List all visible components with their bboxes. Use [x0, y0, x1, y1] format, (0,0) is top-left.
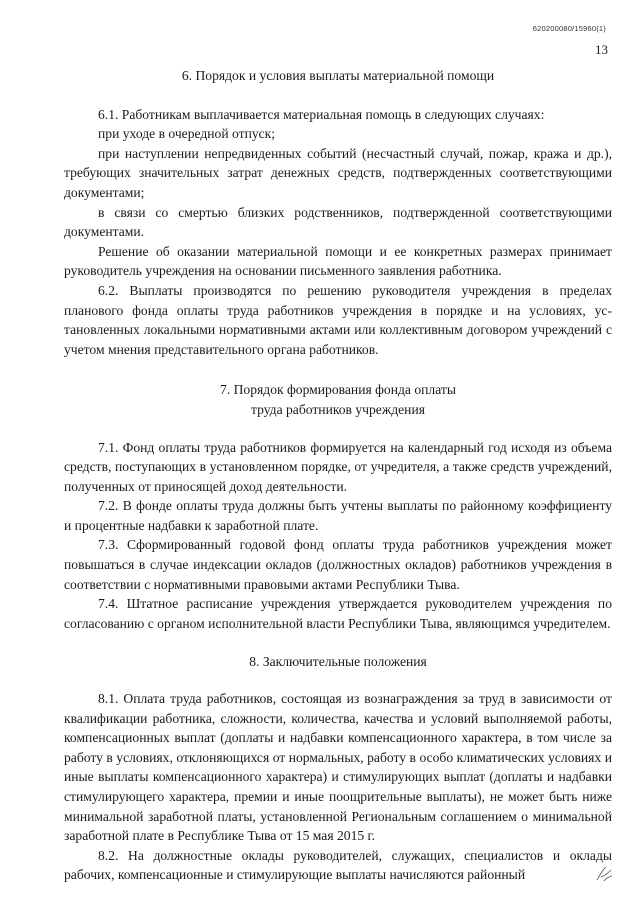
section-8-1: 8.1. Оплата труда работников, состоящая из вознаграждения за труд в зависимости от квалификации работника, сложности, количества, качества и условий выполняемой работы, компенсационных выплат (доплаты и надбавки компенсационного характера, в том числе за работу в условиях, отклоняющихся от нормальных, работу в особо климатических условиях и иные выплаты компенсационного характера) и стимулирующих выплат (доплаты и надбавки стимулирующего характера, премии и иные поощрительные выплаты), не может быть ниже минимальной заработной платы, установленной Региональным соглашением о минимальной заработной плате в Республике Тыва от 15 мая 2015 г. [64, 691, 612, 844]
section-7-title-line-2: труда работников учреждения [250, 401, 425, 417]
section-6-1-item-death: в связи со смертью близких родственников, подтвержденной соответствующими документами. [64, 204, 612, 240]
section-6-title: 6. Порядок и условия выплаты материальной помощи [181, 68, 495, 83]
section-8-2: 8.2. На должностные оклады руководителей, служащих, специалистов и оклады рабочих, компенсационные и стимулирующие выплаты начисляются районный [64, 847, 612, 883]
section-8-title: 8. Заключительные положения [249, 654, 427, 670]
initials-signature-mark [594, 865, 614, 883]
section-6-1-intro: 6.1. Работникам выплачивается материальная помощь в следующих случаях: [98, 106, 545, 122]
section-6-1-decision: Решение об оказании материальной помощи и ее конкретных размерах принимает руководитель учреждения на основании письменного заявления работника. [64, 243, 612, 279]
section-7-3: 7.3. Сформированный годовой фонд оплаты труда работников учреждения может повышаться в случае индексации окладов (должностных окладов) работников учреждения в соответствии с нормативными правовыми актами Республики Тыва. [64, 537, 612, 592]
document-body [64, 66, 612, 885]
section-7-4: 7.4. Штатное расписание учреждения утверждается руководителем учреждения по согласованию с органом исполнительной власти Республики Тыва, являющимся учредителем. [64, 596, 612, 631]
section-7-1: 7.1. Фонд оплаты труда работников формируется на календарный год исходя из объема средств, поступающих в установленном порядке, от учредителя, а также средств учреждений, полученных от приносящей доход деятельности. [64, 439, 612, 494]
section-6-2: 6.2. Выплаты производятся по решению руководителя учреждения в пределах планового фонда оплаты труда работников учреждения в порядке и на условиях, установленных локальными нормативными актами или коллективным договором учреждений с учетом мнения представительного органа работников. [64, 282, 612, 357]
document-id: 620200080/15960(1) [532, 24, 606, 33]
section-7-2: 7.2. В фонде оплаты труда должны быть учтены выплаты по районному коэффициенту и процентные надбавки к заработной плате. [64, 498, 612, 533]
section-6-1-item-unforeseen: при наступлении непредвиденных событий (несчастный случай, пожар, кража и др.), требующих значительных затрат денежных средств, подтвержденных соответствующими документами; [64, 145, 612, 200]
section-7-title-line-1: 7. Порядок формирования фонда оплаты [220, 382, 456, 398]
section-7-title [64, 380, 612, 419]
page-number: 13 [595, 42, 608, 57]
section-6-1-item-vacation: при уходе в очередной отпуск; [98, 126, 276, 142]
